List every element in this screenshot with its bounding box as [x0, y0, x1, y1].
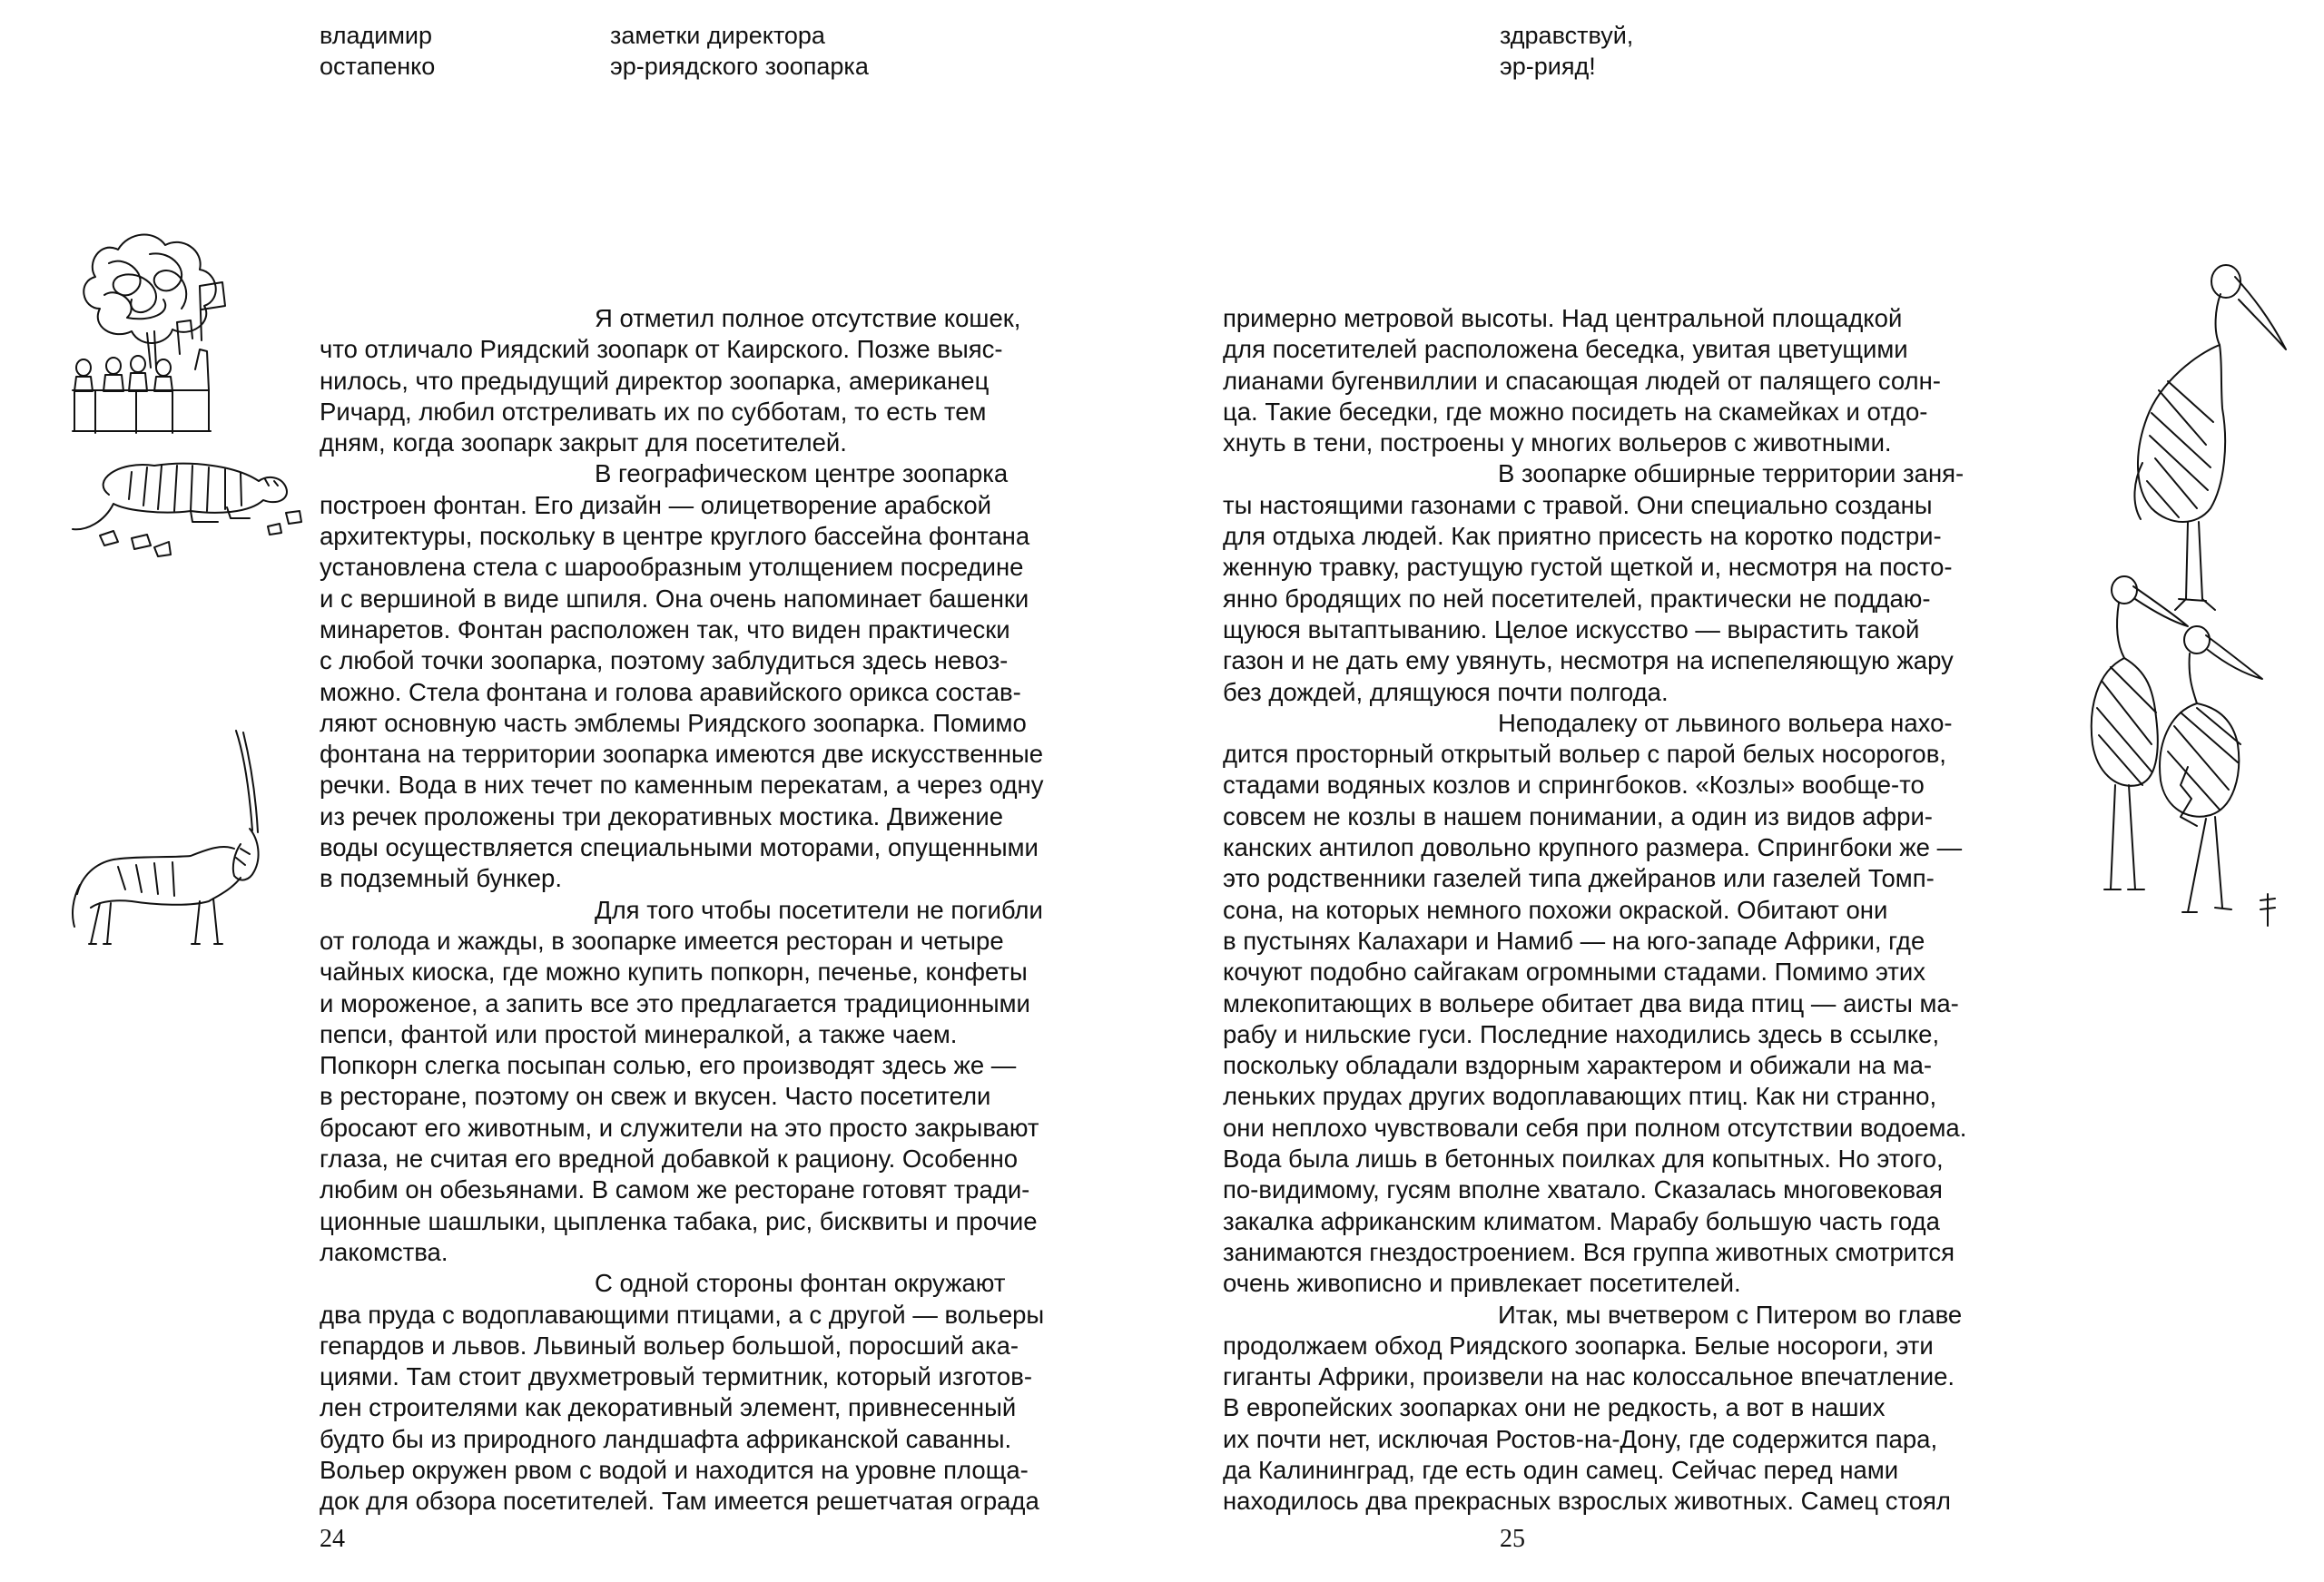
text-line: щуюся вытаптыванию. Целое искусство — вырастить такой: [1223, 614, 1920, 644]
text-line: Попкорн слегка посыпан солью, его производят здесь же —: [320, 1051, 1017, 1080]
marabou-storks-sketch: [2061, 254, 2297, 926]
text-line: с любой точки зоопарка, поэтому заблудиться здесь невоз-: [320, 646, 1009, 675]
text-line: хнуть в тени, построены у многих вольеров с животными.: [1223, 428, 1892, 457]
text-line: минаретов. Фонтан расположен так, что виден практически: [320, 614, 1010, 644]
text-line: В географическом центре зоопарка: [595, 459, 1009, 488]
text-line: два пруда с водоплавающими птицами, а с другой — вольеры: [320, 1300, 1045, 1329]
text-line: циями. Там стоит двухметровый термитник, который изготов-: [320, 1362, 1032, 1391]
text-line: рабу и нильские гуси. Последние находились здесь в ссылке,: [1223, 1019, 1940, 1048]
text-line: стадами водяных козлов и спрингбоков. «Козлы» вообще-то: [1223, 771, 1925, 800]
text-line: С одной стороны фонтан окружают: [595, 1269, 1006, 1298]
header-author: [320, 20, 435, 82]
text-line: это родственники газелей типа джейранов или газелей Томп-: [1223, 864, 1935, 893]
text-line: Вольер окружен рвом с водой и находится на уровне площа-: [320, 1455, 1029, 1484]
text-line: их почти нет, исключая Ростов-на-Дону, где содержится пара,: [1223, 1424, 1938, 1453]
text-line: Неподалеку от львиного вольера нахо-: [1498, 708, 1953, 737]
header-book-title-line: заметки директора: [610, 22, 825, 49]
text-line: лакомства.: [320, 1237, 448, 1266]
text-line: ты настоящими газонами с травой. Они специально созданы: [1223, 490, 1933, 519]
header-chapter-title: [1500, 20, 1633, 82]
header-chapter-title-line: здравствуй,: [1500, 22, 1634, 49]
text-line: поскольку обладали вздорным характером и обижали на ма-: [1223, 1051, 1933, 1080]
text-line: ционные шашлыки, цыпленка табака, рис, бисквиты и прочие: [320, 1206, 1038, 1235]
text-line: пепси, фантой или простой минералкой, а также чаем.: [320, 1019, 958, 1048]
text-line: в ресторане, поэтому он свеж и вкусен. Часто посетители: [320, 1082, 991, 1111]
text-line: будто бы из природного ландшафта африканской саванны.: [320, 1424, 1012, 1453]
header-book-title-line: эр-риядского зоопарка: [610, 53, 869, 80]
text-line: закалка африканским климатом. Марабу большую часть года: [1223, 1206, 1940, 1235]
text-line: установлена стела с шарообразным утолщением посредине: [320, 553, 1024, 582]
text-line: леньких прудах других водоплавающих птиц. Как ни странно,: [1223, 1082, 1937, 1111]
text-line: любим он обезьянами. В самом же ресторане готовят тради-: [320, 1175, 1030, 1204]
text-line: Ричард, любил отстреливать их по субботам, то есть тем: [320, 397, 987, 426]
text-line: гепардов и львов. Львиный вольер большой, поросший ака-: [320, 1331, 1019, 1360]
text-line: канских антилоп довольно крупного размера. Спрингбоки же —: [1223, 833, 1963, 862]
text-line: без дождей, длящуюся почти полгода.: [1223, 677, 1669, 706]
tree-people-tiger-sketch: [64, 222, 309, 567]
header-author-line: владимир: [320, 22, 432, 49]
text-line: речки. Вода в них течет по каменным перекатам, а через одну: [320, 771, 1044, 800]
text-line: В зоопарке обширные территории заня-: [1498, 459, 1965, 488]
page-number-right: 25: [1500, 1525, 1525, 1553]
text-line: лианами бугенвиллии и спасающая людей от палящего солн-: [1223, 366, 1941, 395]
text-line: Итак, мы вчетвером с Питером во главе: [1498, 1300, 1963, 1329]
text-line: они неплохо чувствовали себя при полном отсутствии водоема.: [1223, 1113, 1967, 1142]
text-line: да Калининград, где есть один самец. Сейчас перед нами: [1223, 1455, 1899, 1484]
text-line: ляют основную часть эмблемы Риядского зоопарка. Помимо: [320, 708, 1027, 737]
page-number-left: 24: [320, 1525, 345, 1553]
text-line: продолжаем обход Риядского зоопарка. Белые носороги, эти: [1223, 1331, 1934, 1360]
text-line: что отличало Риядский зоопарк от Каирского. Позже выяс-: [320, 335, 1003, 364]
text-line: ца. Такие беседки, где можно посидеть на скамейках и отдо-: [1223, 397, 1928, 426]
text-line: дится просторный открытый вольер с парой белых носорогов,: [1223, 740, 1946, 769]
text-line: находилось два прекрасных взрослых животных. Самец стоял: [1223, 1487, 1951, 1516]
text-line: очень живописно и привлекает посетителей.: [1223, 1269, 1741, 1298]
text-line: из речек проложены три декоративных мостика. Движение: [320, 801, 1004, 830]
right-page-text: [1223, 303, 1966, 1518]
text-line: млекопитающих в вольере обитает два вида птиц — аисты ма-: [1223, 988, 1959, 1017]
text-line: сона, на которых немного похожи окраской. Обитают они: [1223, 895, 1888, 924]
header-book-title: [610, 20, 869, 82]
text-line: в подземный бункер.: [320, 864, 562, 893]
text-line: женную травку, растущую густой щеткой и, несмотря на посто-: [1223, 553, 1953, 582]
text-line: воды осуществляется специальными моторами, опущенными: [320, 833, 1039, 862]
text-line: и мороженое, а запить все это предлагается традиционными: [320, 988, 1030, 1017]
text-line: глаза, не считая его вредной добавкой к рациону. Особенно: [320, 1145, 1019, 1174]
text-line: янно бродящих по ней посетителей, практически не поддаю-: [1223, 584, 1931, 613]
text-line: лен строителями как декоративный элемент, привнесенный: [320, 1393, 1017, 1422]
text-line: Для того чтобы посетители не погибли: [595, 895, 1043, 924]
text-line: и с вершиной в виде шпиля. Она очень напоминает башенки: [320, 584, 1029, 613]
text-line: по-видимому, гусям вполне хватало. Сказалась многовековая: [1223, 1175, 1943, 1204]
text-line: занимаются гнездостроением. Вся группа животных смотрится: [1223, 1237, 1955, 1266]
text-line: построен фонтан. Его дизайн — олицетворение арабской: [320, 490, 991, 519]
text-line: газон и не дать ему увянуть, несмотря на испепеляющую жару: [1223, 646, 1954, 675]
header-author-line: остапенко: [320, 53, 436, 80]
text-line: чайных киоска, где можно купить попкорн, печенье, конфеты: [320, 958, 1028, 987]
text-line: бросают его животным, и служители на это просто закрывают: [320, 1113, 1039, 1142]
text-line: дням, когда зоопарк закрыт для посетителей.: [320, 428, 847, 457]
text-line: совсем не козлы в нашем понимании, а один из видов афри-: [1223, 801, 1933, 830]
oryx-sketch: [64, 722, 281, 948]
left-page-text: [320, 303, 1044, 1518]
text-line: можно. Стела фонтана и голова аравийского орикса состав-: [320, 677, 1021, 706]
text-line: Я отметил полное отсутствие кошек,: [595, 304, 1021, 332]
text-line: гиганты Африки, произвели на нас колоссальное впечатление.: [1223, 1362, 1955, 1391]
text-line: для отдыха людей. Как приятно присесть на коротко подстри-: [1223, 522, 1942, 551]
text-line: док для обзора посетителей. Там имеется решетчатая ограда: [320, 1487, 1039, 1516]
text-line: в пустынях Калахари и Намиб — на юго-западе Африки, где: [1223, 926, 1925, 955]
text-line: нилось, что предыдущий директор зоопарка, американец: [320, 366, 990, 395]
text-line: архитектуры, поскольку в центре круглого бассейна фонтана: [320, 522, 1030, 551]
text-line: Вода была лишь в бетонных поилках для копытных. Но этого,: [1223, 1145, 1944, 1174]
text-line: кочуют подобно сайгакам огромными стадами. Помимо этих: [1223, 958, 1925, 987]
header-chapter-title-line: эр-рияд!: [1500, 53, 1596, 80]
text-line: В европейских зоопарках они не редкость, а вот в наших: [1223, 1393, 1886, 1422]
text-line: примерно метровой высоты. Над центральной площадкой: [1223, 304, 1903, 332]
text-line: для посетителей расположена беседка, увитая цветущими: [1223, 335, 1908, 364]
text-line: от голода и жажды, в зоопарке имеется ресторан и четыре: [320, 926, 1004, 955]
text-line: фонтана на территории зоопарка имеются две искусственные: [320, 740, 1044, 769]
